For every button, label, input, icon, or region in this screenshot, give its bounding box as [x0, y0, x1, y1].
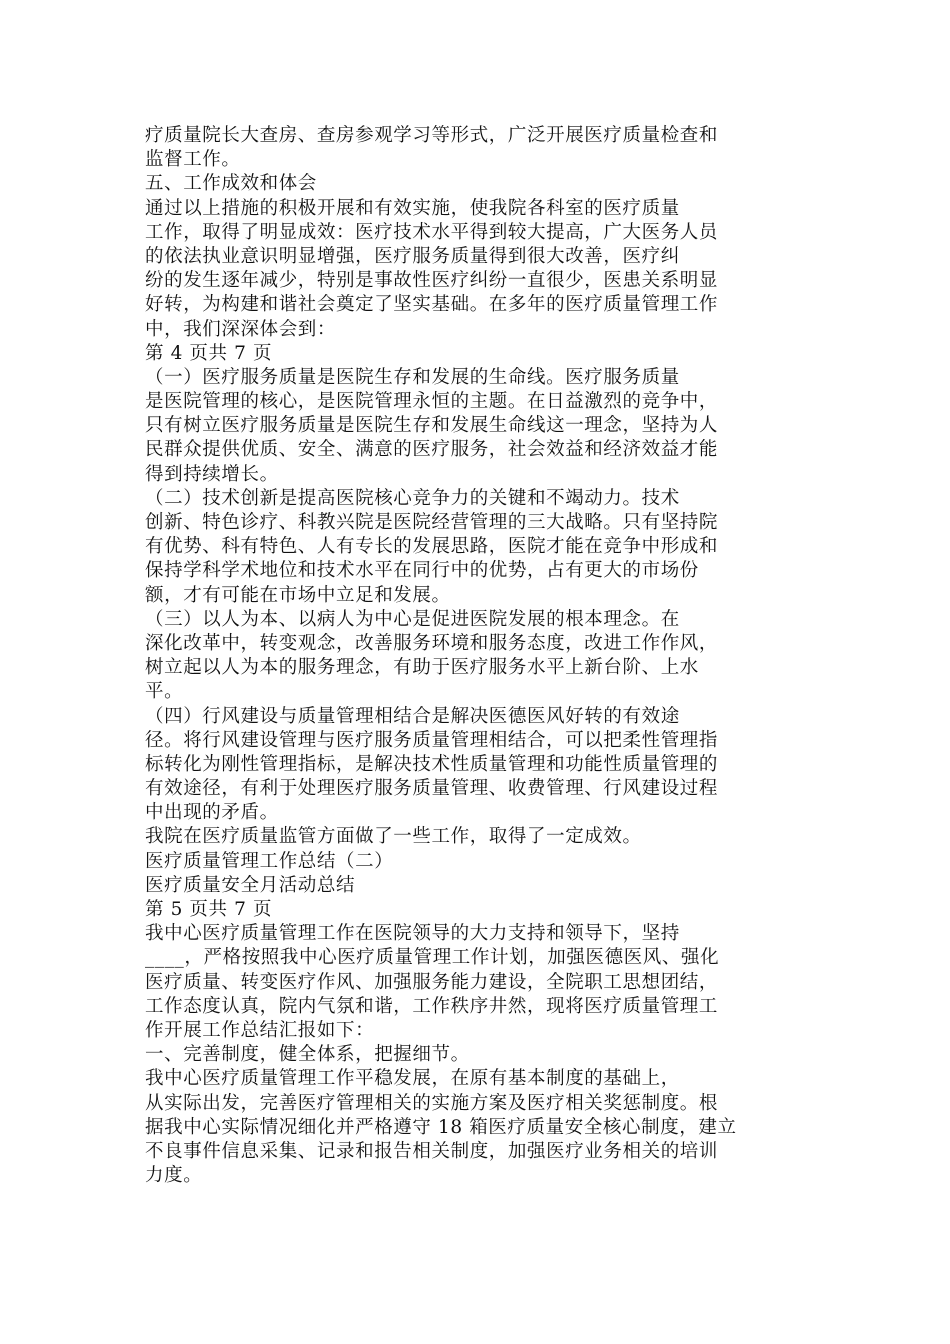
- text-line: （一）医疗服务质量是医院生存和发展的生命线。医疗服务质量: [145, 366, 680, 388]
- text-line: （四）行风建设与质量管理相结合是解决医德医风好转的有效途: [145, 705, 680, 727]
- text-line: 医疗质量、转变医疗作风、加强服务能力建设，全院职工思想团结，: [145, 971, 719, 993]
- text-line: 中，我们深深体会到：: [145, 318, 337, 340]
- text-line: 力度。: [145, 1165, 203, 1187]
- section-heading: 一、完善制度，健全体系，把握细节。: [145, 1044, 470, 1066]
- document-page: [145, 124, 745, 1188]
- text-line: 民群众提供优质、安全、满意的医疗服务，社会效益和经济效益才能: [145, 439, 719, 461]
- section-heading: 五、工作成效和体会: [145, 173, 317, 195]
- text-line: 平。: [145, 681, 184, 703]
- text-line: 保持学科学术地位和技术水平在同行中的优势，占有更大的市场份: [145, 560, 699, 582]
- text-line: 通过以上措施的积极开展和有效实施，使我院各科室的医疗质量: [145, 197, 680, 219]
- text-line: 标转化为刚性管理指标，是解决技术性质量管理和功能性质量管理的: [145, 753, 719, 775]
- section-heading: 医疗质量管理工作总结（二）: [145, 850, 394, 872]
- text-line: 得到持续增长。: [145, 463, 279, 485]
- text-line: （三）以人为本、以病人为中心是促进医院发展的根本理念。在: [145, 608, 680, 630]
- text-line: 工作，取得了明显成效：医疗技术水平得到较大提高，广大医务人员: [145, 221, 719, 243]
- text-line: 据我中心实际情况细化并严格遵守 18 箱医疗质量安全核心制度，建立: [145, 1116, 737, 1138]
- text-line: 我院在医疗质量监管方面做了一些工作，取得了一定成效。: [145, 826, 642, 848]
- text-line: 我中心医疗质量管理工作在医院领导的大力支持和领导下，坚持: [145, 923, 680, 945]
- text-line: 深化改革中，转变观念，改善服务环境和服务态度，改进工作作风，: [145, 632, 719, 654]
- text-line: 工作态度认真，院内气氛和谐，工作秩序井然，现将医疗质量管理工: [145, 995, 719, 1017]
- text-line: 纷的发生逐年减少，特别是事故性医疗纠纷一直很少，医患关系明显: [145, 270, 719, 292]
- text-line: 径。将行风建设管理与医疗服务质量管理相结合，可以把柔性管理指: [145, 729, 719, 751]
- page-marker: 第 4 页共 7 页: [145, 342, 273, 364]
- text-line: 好转，为构建和谐社会奠定了坚实基础。在多年的医疗质量管理工作: [145, 294, 719, 316]
- section-heading: 医疗质量安全月活动总结: [145, 874, 356, 896]
- text-line: 作开展工作总结汇报如下：: [145, 1019, 375, 1041]
- text-line: 疗质量院长大查房、查房参观学习等形式，广泛开展医疗质量检查和: [145, 125, 719, 146]
- text-line: 是医院管理的核心，是医院管理永恒的主题。在日益激烈的竞争中，: [145, 391, 719, 413]
- text-line: 树立起以人为本的服务理念，有助于医疗服务水平上新台阶、上水: [145, 657, 699, 679]
- text-line: 额，才有可能在市场中立足和发展。: [145, 584, 451, 606]
- page-marker: 第 5 页共 7 页: [145, 899, 273, 920]
- text-line: 有效途径，有利于处理医疗服务质量管理、收费管理、行风建设过程: [145, 778, 719, 800]
- text-line: 我中心医疗质量管理工作平稳发展，在原有基本制度的基础上，: [145, 1068, 680, 1090]
- text-line: 只有树立医疗服务质量是医院生存和发展生命线这一理念，坚持为人: [145, 415, 719, 437]
- text-line: 从实际出发，完善医疗管理相关的实施方案及医疗相关奖惩制度。根: [145, 1092, 719, 1114]
- text-line: ____，严格按照我中心医疗质量管理工作计划，加强医德医风、强化: [145, 947, 720, 969]
- text-line: （二）技术创新是提高医院核心竞争力的关键和不竭动力。技术: [145, 487, 680, 509]
- text-line: 监督工作。: [145, 149, 241, 171]
- text-line: 有优势、科有特色、人有专长的发展思路，医院才能在竞争中形成和: [145, 536, 719, 558]
- text-line: 中出现的矛盾。: [145, 802, 279, 824]
- text-line: 的依法执业意识明显增强，医疗服务质量得到很大改善，医疗纠: [145, 245, 680, 267]
- text-line: 不良事件信息采集、记录和报告相关制度，加强医疗业务相关的培训: [145, 1140, 719, 1162]
- text-line: 创新、特色诊疗、科教兴院是医院经营管理的三大战略。只有坚持院: [145, 512, 719, 533]
